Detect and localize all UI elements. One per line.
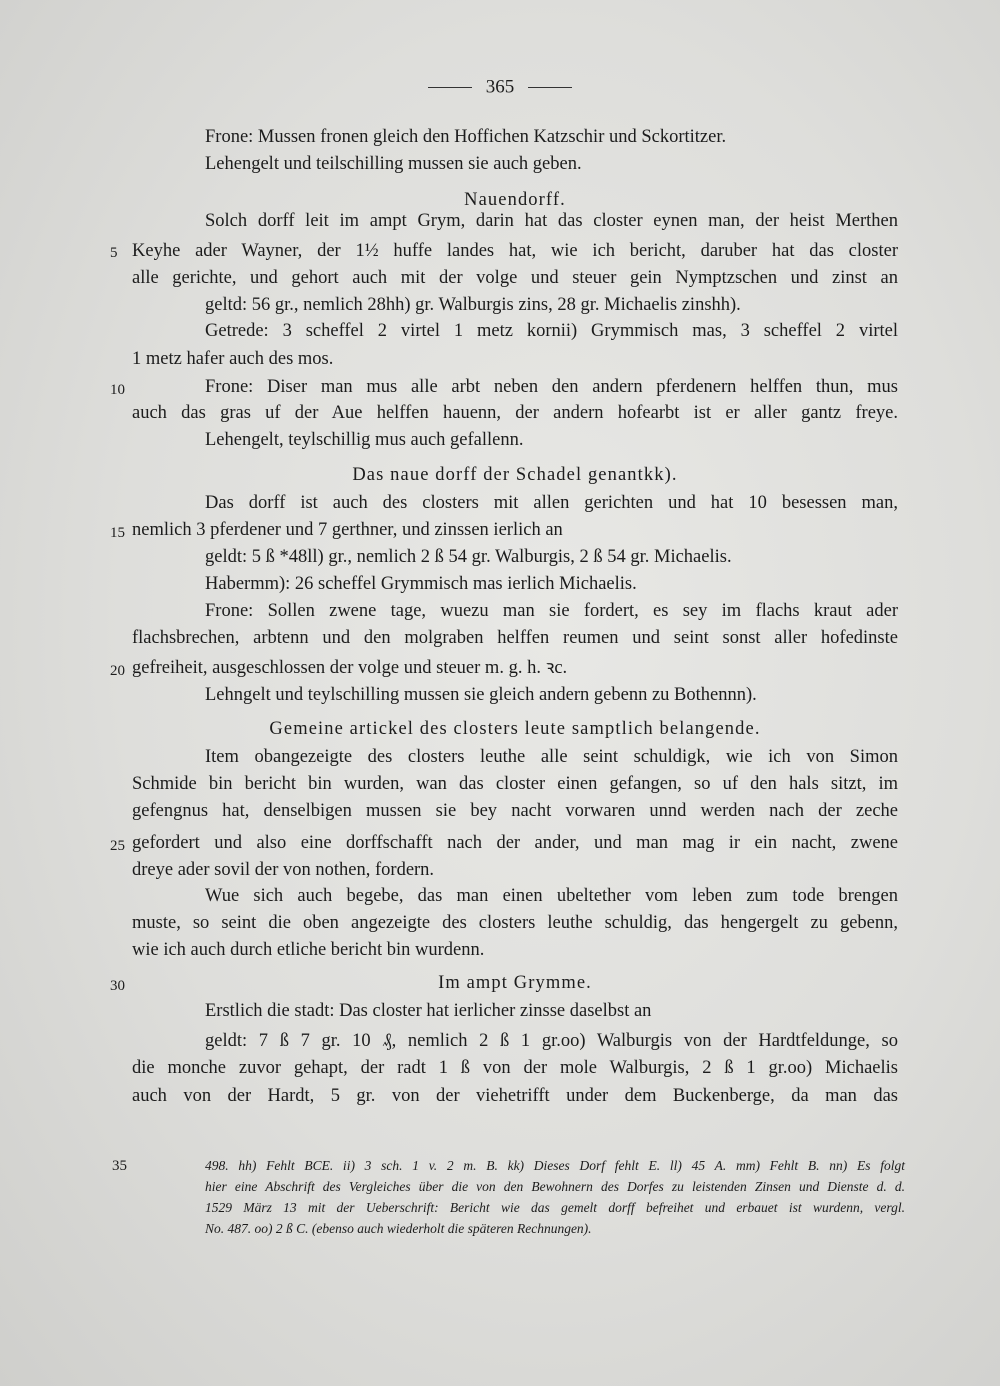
text-line: Frone: Diser man mus alle arbt neben den andern pferdenern helffen thun, mus — [205, 377, 898, 397]
footnotes — [205, 1155, 905, 1239]
line-number: 5 — [110, 245, 118, 261]
line-number: 20 — [110, 663, 125, 679]
text-line: Habermm): 26 scheffel Grymmisch mas ierlich Michaelis. — [205, 574, 637, 594]
text-line: flachsbrechen, arbtenn und den molgraben helffen reumen und seint sonst aller hofedinste — [132, 628, 898, 648]
text-line: geltd: 56 gr., nemlich 28hh) gr. Walburgis zins, 28 gr. Michaelis zinshh). — [205, 295, 741, 315]
footnote-line-number: 35 — [112, 1158, 127, 1174]
text-line: Das dorff ist auch des closters mit allen gerichten und hat 10 besessen man, — [205, 493, 898, 513]
section-heading: Im ampt Grymme. — [438, 973, 592, 993]
footnote-line: 1529 März 13 mit der Ueberschrift: Bericht wie das gemelt dorff befreihet und erbauet ist wurdenn, vergl. — [205, 1200, 905, 1215]
text-line: die monche zuvor gehapt, der radt 1 ß von der mole Walburgis, 2 ß 1 gr.oo) Michaelis — [132, 1058, 898, 1078]
text-line: gefordert und also eine dorffschafft nach der ander, und man mag ir ein nacht, zwene — [132, 833, 898, 853]
text-line: Lehngelt und teylschilling mussen sie gleich andern gebenn zu Bothennn). — [205, 685, 757, 705]
text-line: Frone: Sollen zwene tage, wuezu man sie fordert, es sey im flachs kraut ader — [205, 601, 898, 621]
text-line: Lehengelt, teylschillig mus auch gefallenn. — [205, 430, 524, 450]
line-number: 10 — [110, 382, 125, 398]
text-line: Solch dorff leit im ampt Grym, darin hat das closter eynen man, der heist Merthen — [205, 211, 898, 231]
section-heading: Nauendorff. — [464, 190, 566, 210]
line-number: 25 — [110, 838, 125, 854]
text-line: wie ich auch durch etliche bericht bin wurdenn. — [132, 940, 485, 960]
header-rule-left — [428, 87, 472, 88]
text-line: auch das gras uf der Aue helffen hauenn, der andern hofearbt ist er aller gantz freye. — [132, 403, 898, 423]
page-number: 365 — [485, 76, 515, 98]
text-line: 1 metz hafer auch des mos. — [132, 349, 334, 369]
text-line: gefengnus hat, denselbigen mussen sie bey nacht vorwaren unnd werden nach der zeche — [132, 801, 898, 821]
section-heading: Das naue dorff der Schadel genantkk). — [352, 465, 678, 485]
line-number: 30 — [110, 978, 125, 994]
header-rule-right — [528, 87, 572, 88]
text-line — [132, 124, 898, 151]
text-line: Wue sich auch begebe, das man einen ubeltether vom leben zum tode brengen — [205, 886, 898, 906]
line-number: 15 — [110, 525, 125, 541]
text-line: Schmide bin bericht bin wurden, wan das closter einen gefangen, so uf den hals sitzt, im — [132, 774, 898, 794]
footnote-line: hier eine Abschrift des Vergleiches über die von den Bewohnern des Dorfes zu leistenden Zinsen und Dienste d. d. — [205, 1179, 905, 1194]
text-line: alle gerichte, und gehort auch mit der volge und steuer gein Nymptzschen und zinst an — [132, 268, 898, 288]
text-line: muste, so seint die oben angezeigte des closters leuthe schuldig, das hengergelt zu gebenn, — [132, 913, 898, 933]
text-line: Lehengelt und teilschilling mussen sie auch geben. — [205, 154, 582, 174]
page-header — [0, 76, 1000, 100]
text-line: Getrede: 3 scheffel 2 virtel 1 metz kornii) Grymmisch mas, 3 scheffel 2 virtel — [205, 321, 898, 341]
text-line: Keyhe ader Wayner, der 1½ huffe landes hat, wie ich bericht, daruber hat das closter — [132, 241, 898, 261]
text-line-content: Frone: Mussen fronen gleich den Hoffichen Katzschir und Sckortitzer. — [205, 127, 727, 147]
text-line: dreye ader sovil der von nothen, fordern. — [132, 860, 435, 880]
text-line: auch von der Hardt, 5 gr. von der viehetrifft under dem Buckenberge, da man das — [132, 1086, 898, 1106]
text-line: Erstlich die stadt: Das closter hat ierlicher zinsse daselbst an — [205, 1001, 652, 1021]
text-line: gefreiheit, ausgeschlossen der volge und steuer m. g. h. ꝛc. — [132, 658, 568, 678]
text-line: geldt: 7 ß 7 gr. 10 ₰, nemlich 2 ß 1 gr.oo) Walburgis von der Hardtfeldunge, so — [205, 1031, 898, 1051]
text-line: nemlich 3 pferdener und 7 gerthner, und zinssen ierlich an — [132, 520, 563, 540]
footnote-line: 498. hh) Fehlt BCE. ii) 3 sch. 1 v. 2 m. B. kk) Dieses Dorf fehlt E. ll) 45 A. mm) Fehlt B. nn) Es folgt — [205, 1158, 905, 1173]
section-heading: Gemeine artickel des closters leute samptlich belangende. — [269, 719, 761, 739]
text-line: Item obangezeigte des closters leuthe alle seint schuldigk, wie ich von Simon — [205, 747, 898, 767]
footnote-line: No. 487. oo) 2 ß C. (ebenso auch wiederholt die späteren Rechnungen). — [205, 1221, 592, 1236]
text-line: geldt: 5 ß *48ll) gr., nemlich 2 ß 54 gr. Walburgis, 2 ß 54 gr. Michaelis. — [205, 547, 732, 567]
